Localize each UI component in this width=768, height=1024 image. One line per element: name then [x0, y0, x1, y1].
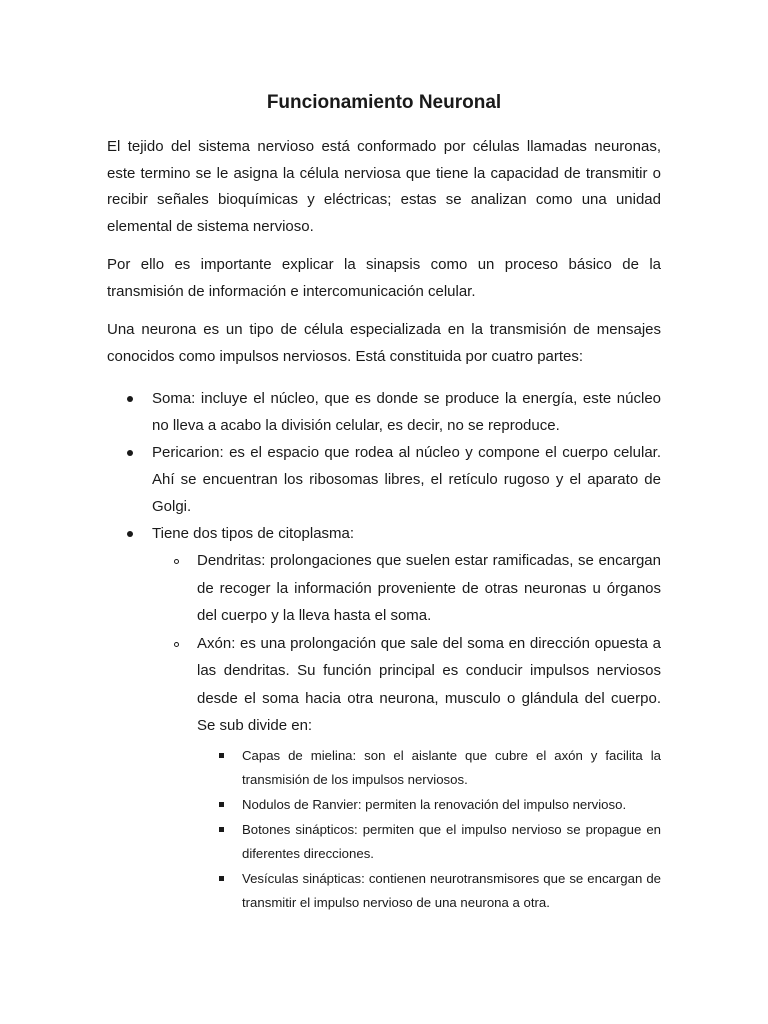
list-item-soma: [107, 385, 661, 439]
subsublist-item-ranvier: [197, 793, 661, 817]
bullet-dot-icon: [127, 396, 133, 402]
bullet-square-icon: [219, 802, 224, 807]
sublist-item-text: Dendritas: prolongaciones que suelen estar ramificadas, se encargan de recoger la información proveniente de otras neuronas u órganos del cuerpo y la lleva hasta el soma.: [197, 552, 661, 624]
bullet-circle-icon: [174, 642, 179, 647]
paragraph-intro: El tejido del sistema nervioso está conformado por células llamadas neuronas, este termino se le asigna la célula nerviosa que tiene la capacidad de transmitir o recibir señales bioquímicas y eléctricas; estas se analizan como una unidad elemental de sistema nervioso.: [107, 138, 661, 235]
citoplasma-sublist: [152, 547, 661, 915]
subsublist-item-text: Nodulos de Ranvier: permiten la renovación del impulso nervioso.: [242, 796, 627, 812]
axon-sublist: [197, 744, 661, 915]
list-item-text: Tiene dos tipos de citoplasma:: [152, 525, 355, 542]
paragraph-sinapsis: Por ello es importante explicar la sinapsis como un proceso básico de la transmisión de información e intercomunicación celular.: [107, 256, 661, 300]
sublist-item-dendritas: [152, 547, 661, 630]
list-item-citoplasma: [107, 520, 661, 915]
subsublist-item-text: Botones sinápticos: permiten que el impulso nervioso se propague en diferentes direcciones.: [242, 821, 661, 861]
list-item-text: Soma: incluye el núcleo, que es donde se produce la energía, este núcleo no lleva a acabo la división celular, es decir, no se reproduce.: [152, 390, 661, 434]
subsublist-item-vesiculas: [197, 867, 661, 915]
paragraph-neurona: Una neurona es un tipo de célula especializada en la transmisión de mensajes conocidos como impulsos nerviosos. Está constituida por cuatro partes:: [107, 321, 661, 365]
subsublist-item-mielina: [197, 744, 661, 792]
bullet-circle-icon: [174, 559, 179, 564]
sublist-item-text: Axón: es una prolongación que sale del soma en dirección opuesta a las dendritas. Su función principal es conducir impulsos nerviosos desde el soma hacia otra neurona, musculo o glándula del cuerpo. Se sub divide en:: [197, 634, 661, 734]
bullet-dot-icon: [127, 450, 133, 456]
bullet-square-icon: [219, 827, 224, 832]
subsublist-item-text: Capas de mielina: son el aislante que cubre el axón y facilita la transmisión de los impulsos nerviosos.: [242, 747, 661, 787]
bullet-dot-icon: [127, 531, 133, 537]
list-item-pericarion: [107, 439, 661, 520]
bullet-square-icon: [219, 753, 224, 758]
list-item-text: Pericarion: es el espacio que rodea al núcleo y compone el cuerpo celular. Ahí se encuentran los ribosomas libres, el retículo rugoso y el aparato de Golgi.: [152, 444, 661, 515]
parts-list: [107, 385, 661, 915]
sublist-item-axon: [152, 630, 661, 915]
subsublist-item-botones: [197, 818, 661, 866]
document-title: Funcionamiento Neuronal: [266, 92, 502, 113]
bullet-square-icon: [219, 876, 224, 881]
subsublist-item-text: Vesículas sinápticas: contienen neurotransmisores que se encargan de transmitir el impulso nervioso de una neurona a otra.: [242, 870, 661, 910]
